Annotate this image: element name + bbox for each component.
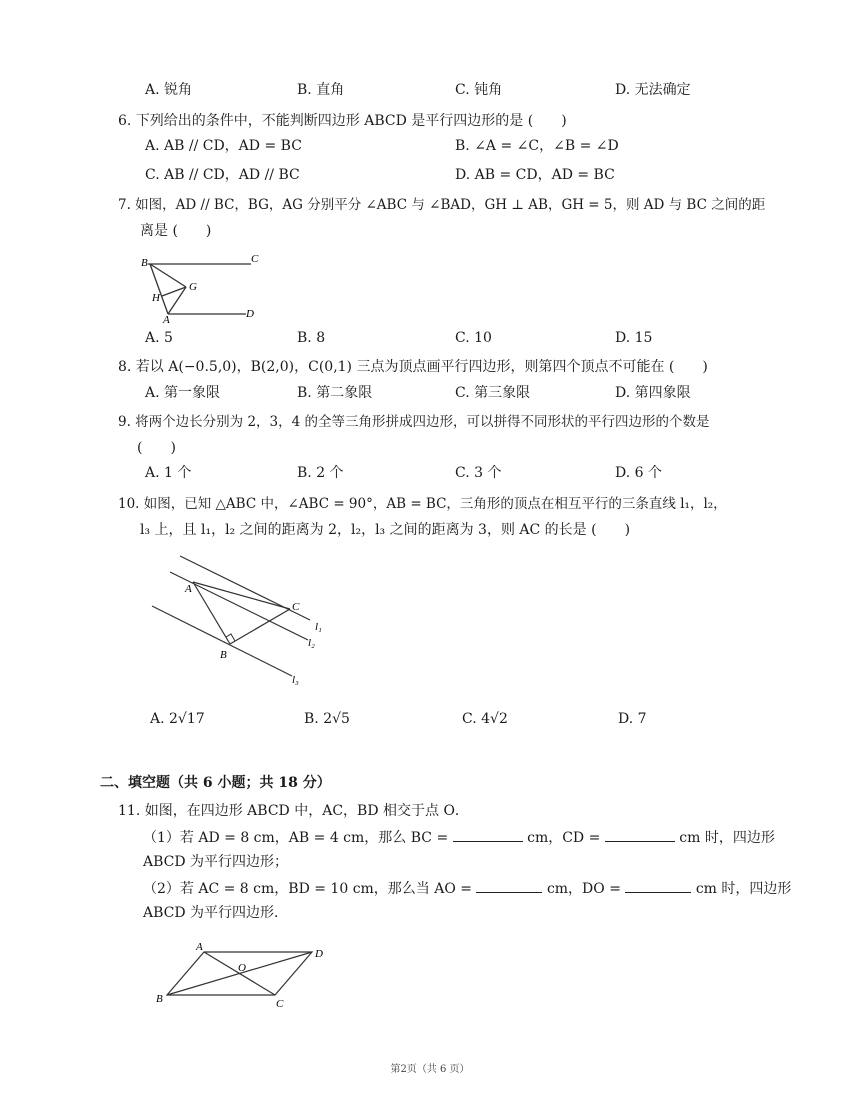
q6-option-c: C. AB // CD，AD // BC bbox=[145, 167, 300, 183]
q6-option-a: A. AB // CD，AD = BC bbox=[145, 138, 302, 154]
q11-blank-ao[interactable] bbox=[476, 878, 542, 893]
page-footer: 第2页（共 6 页） bbox=[390, 1064, 470, 1075]
q11-blank-bc[interactable] bbox=[453, 827, 523, 842]
q7-figure bbox=[138, 248, 268, 324]
q11-part1-text-a: （1）若 AD = 8 cm，AB = 4 cm，那么 BC = bbox=[143, 830, 449, 846]
q10-option-d: D. 7 bbox=[618, 711, 647, 727]
q10-line-l1 bbox=[180, 556, 310, 620]
q11-part2-text-b: cm，DO = bbox=[546, 881, 621, 897]
q10-figure bbox=[140, 548, 340, 690]
q11-part2-line bbox=[143, 878, 791, 899]
q10-option-a: A. 2√17 bbox=[150, 711, 205, 727]
q11-part1-text-c: cm 时，四边形 bbox=[679, 830, 775, 846]
q7-stem-line1: 7. 如图，AD // BC，BG，AG 分别平分 ∠ABC 与 ∠BAD，GH ⊥ AB，GH = 5，则 AD 与 BC 之间的距 bbox=[118, 197, 766, 213]
q7-option-c: C. 10 bbox=[455, 330, 492, 346]
q9-stem-line2: ( ) bbox=[137, 440, 176, 456]
q11-label-o: O bbox=[238, 962, 246, 974]
q7-label-h: H bbox=[152, 292, 160, 304]
q11-part2-line2: ABCD 为平行四边形． bbox=[143, 905, 289, 921]
q7-line-bg bbox=[150, 264, 186, 287]
q11-blank-cd[interactable] bbox=[605, 827, 675, 842]
q8-option-c: C. 第三象限 bbox=[455, 385, 531, 401]
section-2-title: 二、填空题（共 6 小题；共 18 分） bbox=[100, 775, 331, 791]
q6-option-b: B. ∠A = ∠C，∠B = ∠D bbox=[455, 138, 619, 154]
q7-label-c: C bbox=[251, 253, 259, 265]
q11-part2-text-c: cm 时，四边形 bbox=[695, 881, 792, 897]
q11-label-a: A bbox=[196, 941, 203, 953]
q6-option-d: D. AB = CD，AD = BC bbox=[455, 167, 615, 183]
q10-option-b: B. 2√5 bbox=[304, 711, 350, 727]
q10-label-b: B bbox=[220, 649, 227, 661]
q11-part1-line bbox=[143, 827, 775, 848]
q10-label-a: A bbox=[185, 583, 192, 595]
q7-label-b: B bbox=[141, 257, 148, 269]
q10-stem-line1: 10. 如图，已知 △ABC 中，∠ABC = 90°，AB = BC，三角形的顶点在相互平行的三条直线 l₁，l₂， bbox=[118, 496, 727, 512]
q5-option-a: A. 锐角 bbox=[145, 82, 193, 98]
q8-option-d: D. 第四象限 bbox=[615, 385, 691, 401]
q11-part1-line2: ABCD 为平行四边形； bbox=[143, 854, 289, 870]
q11-label-b: B bbox=[156, 993, 163, 1005]
q7-option-b: B. 8 bbox=[297, 330, 326, 346]
q8-stem: 8. 若以 A(−0.5,0)，B(2,0)，C(0,1) 三点为顶点画平行四边形，则第四个顶点不可能在 ( ) bbox=[118, 359, 708, 375]
q8-option-b: B. 第二象限 bbox=[297, 385, 373, 401]
q5-option-d: D. 无法确定 bbox=[615, 82, 691, 98]
q7-label-d: D bbox=[246, 308, 254, 320]
q11-blank-do[interactable] bbox=[625, 878, 691, 893]
q7-line-ab bbox=[150, 264, 168, 314]
q7-option-a: A. 5 bbox=[145, 330, 173, 346]
q10-line-l3 bbox=[152, 606, 292, 676]
q11-part2-text-a: （2）若 AC = 8 cm，BD = 10 cm，那么当 AO = bbox=[143, 881, 473, 897]
q10-label-l3: l₃ bbox=[292, 674, 299, 686]
q7-label-g: G bbox=[189, 281, 197, 293]
q11-stem: 11. 如图，在四边形 ABCD 中，AC，BD 相交于点 O． bbox=[118, 803, 469, 819]
q7-label-a: A bbox=[163, 314, 170, 324]
q10-label-c: C bbox=[292, 601, 300, 613]
q5-option-c: C. 钝角 bbox=[455, 82, 503, 98]
q11-label-c: C bbox=[276, 998, 284, 1010]
q10-label-l2: l₂ bbox=[308, 637, 315, 649]
q5-option-b: B. 直角 bbox=[297, 82, 345, 98]
q7-stem-line2: 离是 ( ) bbox=[140, 223, 212, 239]
q7-option-d: D. 15 bbox=[615, 330, 653, 346]
q9-option-c: C. 3 个 bbox=[455, 465, 502, 481]
q10-label-l1: l₁ bbox=[315, 621, 322, 633]
q8-option-a: A. 第一象限 bbox=[145, 385, 221, 401]
q9-option-a: A. 1 个 bbox=[145, 465, 192, 481]
q10-option-c: C. 4√2 bbox=[462, 711, 508, 727]
q9-option-d: D. 6 个 bbox=[615, 465, 662, 481]
q10-stem-line2: l₃ 上，且 l₁，l₂ 之间的距离为 2，l₂，l₃ 之间的距离为 3，则 AC 的长是 ( ) bbox=[140, 522, 631, 538]
q6-stem: 6. 下列给出的条件中，不能判断四边形 ABCD 是平行四边形的是 ( ) bbox=[118, 113, 567, 129]
q11-figure bbox=[150, 938, 335, 1014]
q11-part1-text-b: cm，CD = bbox=[527, 830, 601, 846]
q9-stem-line1: 9. 将两个边长分别为 2，3，4 的全等三角形拼成四边形，可以拼得不同形状的平行四边形的个数是 bbox=[118, 414, 710, 430]
q11-label-d: D bbox=[315, 948, 323, 960]
q9-option-b: B. 2 个 bbox=[297, 465, 344, 481]
